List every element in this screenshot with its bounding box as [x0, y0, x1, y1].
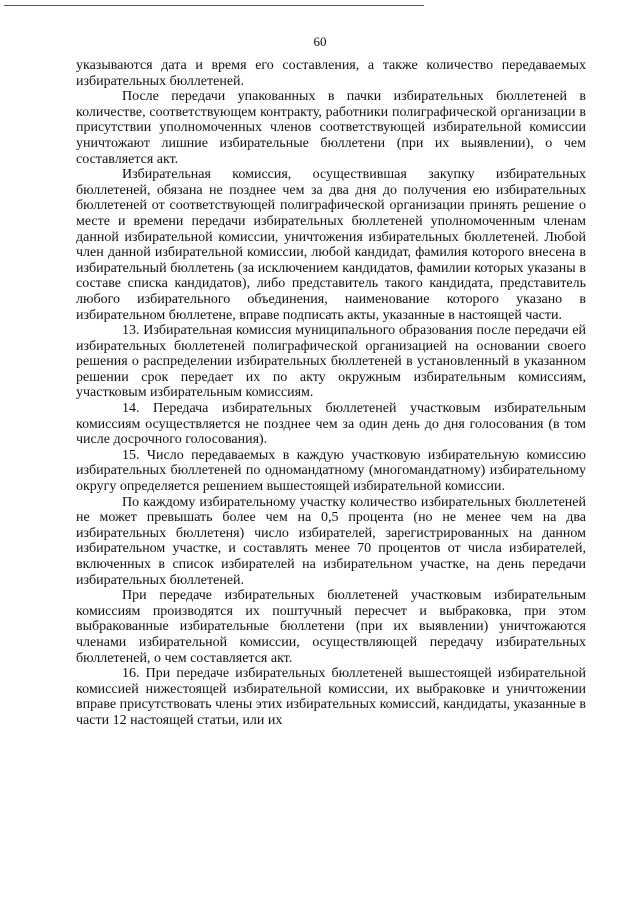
- paragraph: После передачи упакованных в пачки избирательных бюллетеней в количестве, соответствующем контракту, работники полиграфической организации в присутствии уполномоченных членов соответствующей избирательной комиссии уничтожают лишние избирательные бюллетени (при их выявлении), о чем составляется акт.: [76, 89, 586, 167]
- paragraph-item-13: 13. Избирательная комиссия муниципального образования после передачи ей избирательных бюллетеней полиграфической организацией на основании своего решения о распределении избирательных бюллетеней в установленный в указанном решении срок передает их по акту окружным избирательным комиссиям, участковым избирательным комиссиям.: [76, 323, 586, 401]
- paragraph-continuation: указываются дата и время его составления, а также количество передаваемых избирательных бюллетеней.: [76, 58, 586, 89]
- paragraph-item-16: 16. При передаче избирательных бюллетеней вышестоящей избирательной комиссией нижестоящей избирательной комиссии, их выбраковке и уничтожении вправе присутствовать члены этих избирательных комиссий, кандидаты, указанные в части 12 настоящей статьи, или их: [76, 666, 586, 728]
- page-number: 60: [313, 34, 327, 49]
- paragraph-item-14: 14. Передача избирательных бюллетеней участковым избирательным комиссиям осуществляется не позднее чем за один день до дня голосования (в том числе досрочного голосования).: [76, 401, 586, 448]
- body-text: [76, 58, 586, 729]
- paragraph: При передаче избирательных бюллетеней участковым избирательным комиссиям производятся их поштучный пересчет и выбраковка, при этом выбракованные избирательные бюллетени (при их выявлении) уничтожаются членами избирательной комиссии, осуществляющей передачу избирательных бюллетеней, о чем составляется акт.: [76, 588, 586, 666]
- paragraph-item-15: 15. Число передаваемых в каждую участковую избирательную комиссию избирательных бюллетеней по одномандатному (многомандатному) избирательному округу определяется решением вышестоящей избирательной комиссии.: [76, 447, 586, 495]
- top-rule: [4, 5, 424, 6]
- paragraph: По каждому избирательному участку количество избирательных бюллетеней не может превышать более чем на 0,5 процента (но не менее чем на два избирательных бюллетеня) число избирателей, зарегистрированных на данном избирательном участке, и составлять менее 70 процентов от числа избирателей, включенных в список избирателей на избирательном участке, на день передачи избирательных бюллетеней.: [76, 494, 586, 588]
- paragraph: Избирательная комиссия, осуществившая закупку избирательных бюллетеней, обязана не позднее чем за два дня до получения ею избирательных бюллетеней от соответствующей полиграфической организации принять решение о месте и времени передачи избирательных бюллетеней уполномоченным членам данной избирательной комиссии, уничтожения избирательных бюллетеней. Любой член данной избирательной комиссии, любой кандидат, фамилия которого внесена в избирательный бюллетень (за исключением кандидатов, фамилии которых указаны в составе списка кандидатов), либо представитель такого кандидата, представитель любого избирательного объединения, наименование которого указано в избирательном бюллетене, вправе подписать акты, указанные в настоящей части.: [76, 167, 586, 323]
